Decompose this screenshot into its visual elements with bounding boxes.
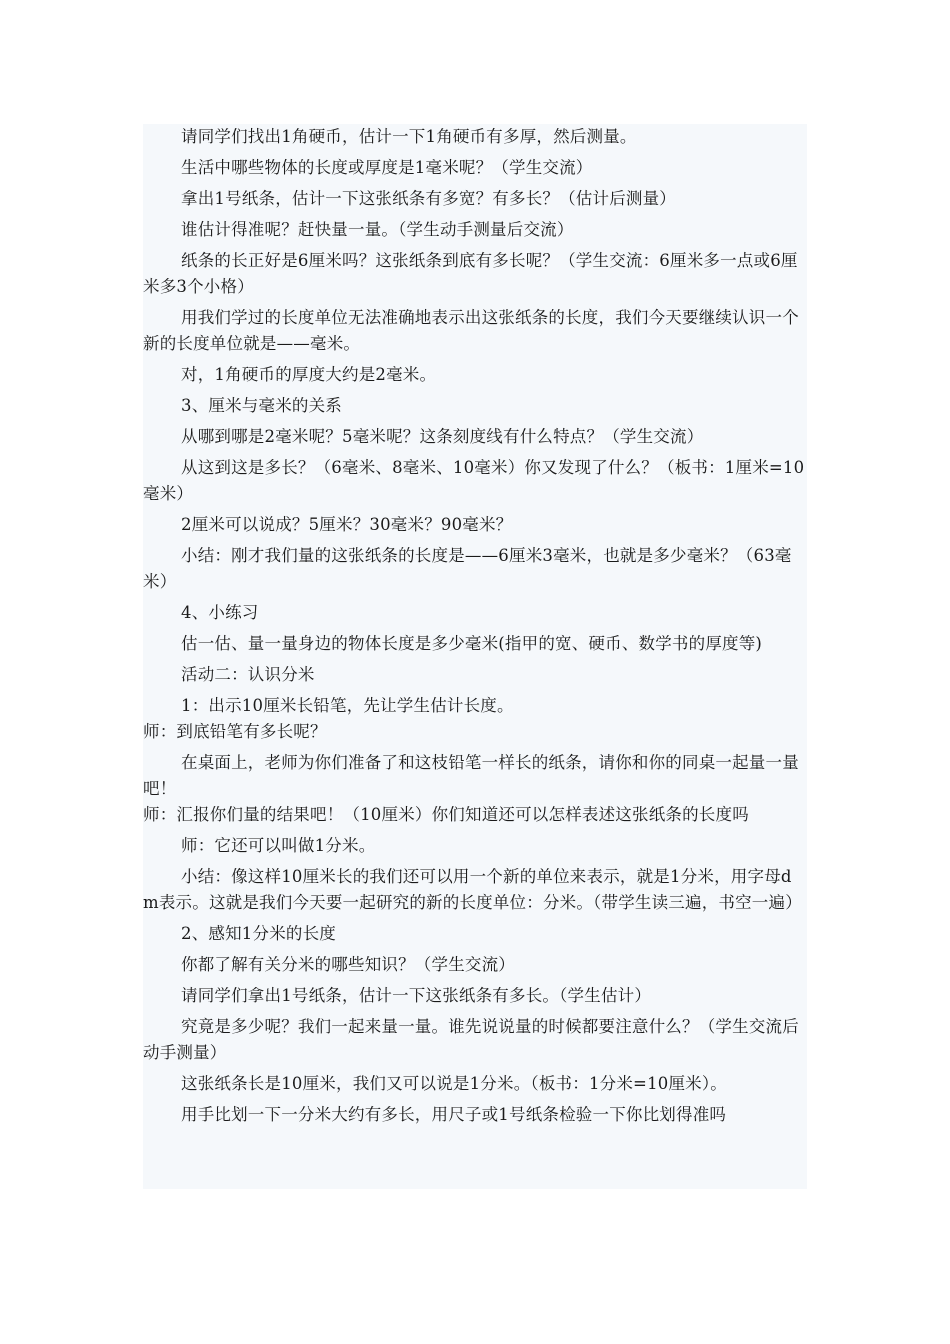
paragraph: 用手比划一下一分米大约有多长，用尺子或1号纸条检验一下你比划得准吗: [181, 1105, 727, 1124]
paragraph: 2厘米可以说成？5厘米？30毫米？90毫米？: [181, 515, 513, 534]
paragraph: 谁估计得准呢？赶快量一量。（学生动手测量后交流）: [181, 220, 574, 239]
paragraph: 在桌面上，老师为你们准备了和这枝铅笔一样长的纸条，请你和你的同桌一起量一量吧！: [143, 753, 799, 798]
paragraph: 对，1角硬币的厚度大约是2毫米。: [181, 365, 437, 384]
section-heading: 3、厘米与毫米的关系: [181, 396, 342, 415]
section-heading: 4、小练习: [181, 603, 259, 622]
section-heading: 活动二：认识分米: [181, 665, 315, 684]
paragraph: 从这到这是多长？（6毫米、8毫米、10毫米）你又发现了什么？（板书：1厘米=10毫米）: [143, 458, 805, 503]
section-heading: 2、感知1分米的长度: [181, 924, 336, 943]
paragraph: 请同学们找出1角硬币，估计一下1角硬币有多厚，然后测量。: [181, 127, 637, 146]
paragraph: 师：它还可以叫做1分米。: [181, 836, 376, 855]
document-text-block: [143, 124, 807, 1189]
paragraph: 从哪到哪是2毫米呢？5毫米呢？这条刻度线有什么特点？（学生交流）: [181, 427, 704, 446]
paragraph: 请同学们拿出1号纸条，估计一下这张纸条有多长。（学生估计）: [181, 986, 652, 1005]
paragraph: 小结：刚才我们量的这张纸条的长度是——6厘米3毫米，也就是多少毫米？（63毫米）: [143, 546, 792, 591]
paragraph: 纸条的长正好是6厘米吗？这张纸条到底有多长呢？（学生交流：6厘米多一点或6厘米多3个小格）: [143, 251, 798, 296]
paragraph: 用我们学过的长度单位无法准确地表示出这张纸条的长度，我们今天要继续认识一个新的长度单位就是——毫米。: [143, 308, 799, 353]
paragraph: 师：到底铅笔有多长呢？: [143, 722, 327, 741]
paragraph: 1：出示10厘米长铅笔，先让学生估计长度。: [181, 696, 514, 715]
paragraph: 拿出1号纸条，估计一下这张纸条有多宽？有多长？（估计后测量）: [181, 189, 676, 208]
paragraph: 你都了解有关分米的哪些知识？（学生交流）: [181, 955, 515, 974]
paragraph: 小结：像这样10厘米长的我们还可以用一个新的单位来表示，就是1分米，用字母dm表示。这就是我们今天要一起研究的新的长度单位：分米。（带学生读三遍，书空一遍）: [143, 867, 802, 912]
paragraph: 这张纸条长是10厘米，我们又可以说是1分米。（板书：1分米=10厘米）。: [181, 1074, 728, 1093]
paragraph: 究竟是多少呢？我们一起来量一量。谁先说说量的时候都要注意什么？（学生交流后动手测量）: [143, 1017, 799, 1062]
paragraph: 生活中哪些物体的长度或厚度是1毫米呢？（学生交流）: [181, 158, 593, 177]
paragraph: 估一估、量一量身边的物体长度是多少毫米(指甲的宽、硬币、数学书的厚度等): [181, 634, 763, 653]
paragraph: 师：汇报你们量的结果吧！（10厘米）你们知道还可以怎样表述这张纸条的长度吗: [143, 805, 749, 824]
